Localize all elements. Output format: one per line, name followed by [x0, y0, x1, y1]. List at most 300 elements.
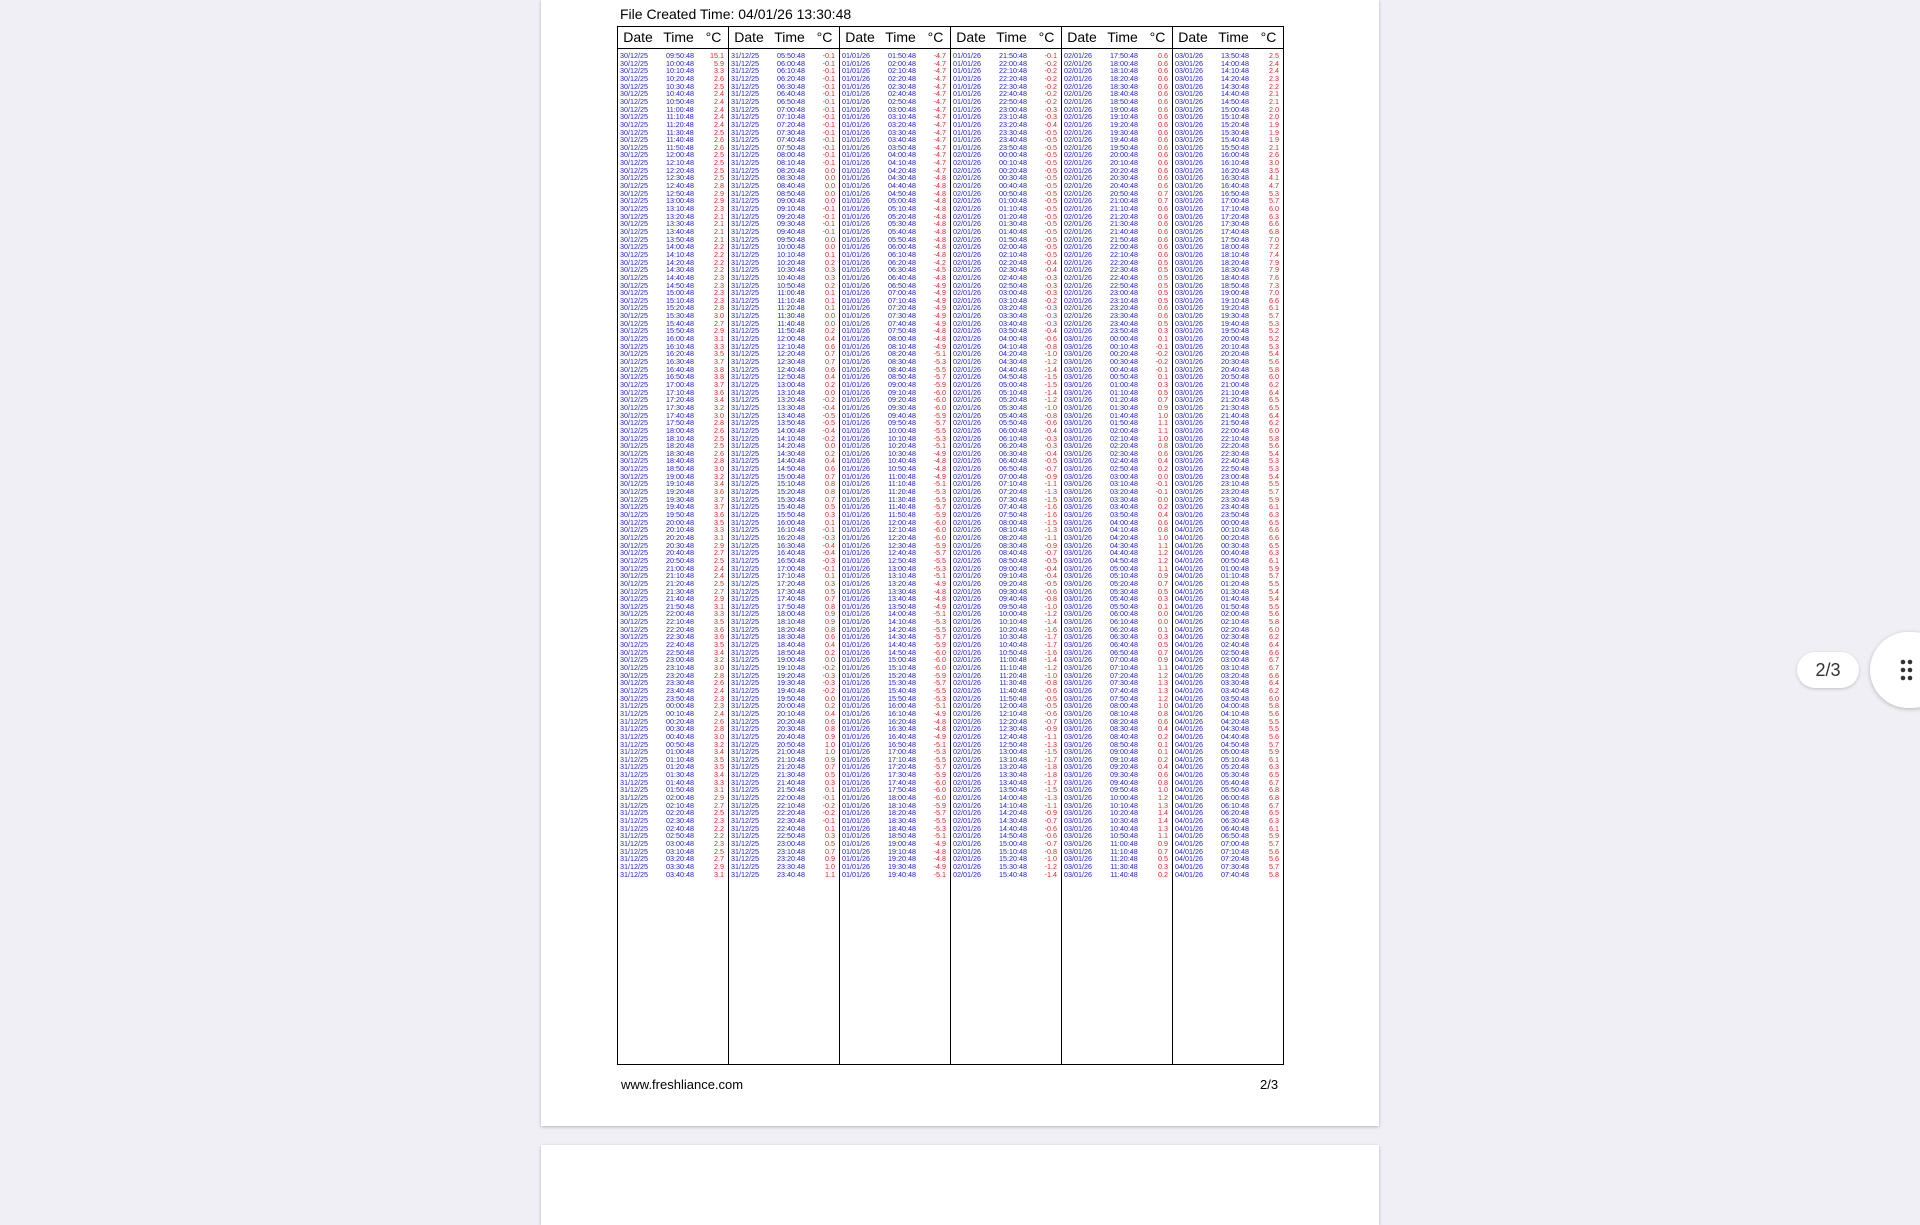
- table-row: 01/01/26 07:50:48 -4.8: [842, 326, 946, 336]
- table-row: 30/12/25 12:00:48 2.5: [620, 150, 724, 160]
- table-row: 31/12/25 11:40:48 0.0: [731, 318, 835, 328]
- table-row: 01/01/26 17:40:48 -6.0: [842, 777, 946, 787]
- table-row: 31/12/25 00:00:48 2.3: [620, 701, 724, 711]
- table-row: 31/12/25 06:30:48 -0.1: [731, 81, 835, 91]
- table-row: 03/01/26 18:10:48 7.4: [1175, 249, 1279, 259]
- table-row: 02/01/26 12:40:48 -1.1: [953, 731, 1057, 741]
- viewer-menu-button[interactable]: [1870, 632, 1920, 708]
- table-row: 03/01/26 17:50:48 7.0: [1175, 234, 1279, 244]
- table-row: 30/12/25 20:10:48 3.3: [620, 525, 724, 535]
- table-row: 01/01/26 11:10:48 -5.1: [842, 479, 946, 489]
- table-row: 03/01/26 02:40:48 0.4: [1064, 456, 1168, 466]
- table-row: 30/12/25 21:50:48 3.1: [620, 601, 724, 611]
- table-row: 02/01/26 07:00:48 -0.9: [953, 471, 1057, 481]
- table-row: 31/12/25 03:10:48 2.5: [620, 846, 724, 856]
- table-row: 03/01/26 05:20:48 0.7: [1064, 578, 1168, 588]
- table-row: 03/01/26 20:20:48 5.4: [1175, 349, 1279, 359]
- table-row: 01/01/26 02:00:48 -4.7: [842, 58, 946, 68]
- table-row: 01/01/26 08:00:48 -4.8: [842, 334, 946, 344]
- table-row: 02/01/26 15:30:48 -1.2: [953, 861, 1057, 871]
- table-row: 01/01/26 12:00:48 -6.0: [842, 517, 946, 527]
- table-row: 02/01/26 19:20:48 0.6: [1064, 119, 1168, 129]
- table-row: 01/01/26 15:10:48 -6.0: [842, 663, 946, 672]
- table-row: 30/12/25 19:10:48 3.4: [620, 479, 724, 489]
- table-row: 01/01/26 21:50:48 -0.1: [953, 51, 1057, 60]
- table-row: 03/01/26 01:20:48 0.7: [1064, 395, 1168, 405]
- table-row: 03/01/26 05:00:48 1.1: [1064, 563, 1168, 573]
- table-row: 03/01/26 23:30:48 5.9: [1175, 494, 1279, 504]
- table-row: 01/01/26 05:50:48 -4.8: [842, 234, 946, 244]
- table-row: 03/01/26 15:20:48 1.9: [1175, 119, 1279, 129]
- table-row: 31/12/25 23:20:48 0.9: [731, 854, 835, 864]
- table-row: 03/01/26 11:40:48 0.2: [1064, 869, 1168, 879]
- table-row: 02/01/26 21:20:48 0.6: [1064, 211, 1168, 221]
- table-row: 02/01/26 05:20:48 -1.2: [953, 395, 1057, 405]
- table-row: 30/12/25 17:00:48 3.7: [620, 379, 724, 389]
- table-row: 30/12/25 11:30:48 2.5: [620, 127, 724, 137]
- table-row: 31/12/25 09:40:48 -0.1: [731, 226, 835, 236]
- table-row: 02/01/26 19:40:48 0.6: [1064, 135, 1168, 145]
- table-row: 01/01/26 15:20:48 -5.9: [842, 670, 946, 680]
- table-row: 01/01/26 04:20:48 -4.7: [842, 165, 946, 175]
- table-row: 04/01/26 04:50:48 5.7: [1175, 739, 1279, 749]
- table-row: 03/01/26 19:40:48 5.3: [1175, 318, 1279, 328]
- table-row: 01/01/26 18:10:48 -5.9: [842, 800, 946, 810]
- table-row: 30/12/25 15:40:48 2.7: [620, 318, 724, 328]
- table-row: 03/01/26 15:00:48 2.0: [1175, 104, 1279, 114]
- table-row: 31/12/25 06:50:48 -0.1: [731, 96, 835, 106]
- table-row: 02/01/26 05:30:48 -1.0: [953, 402, 1057, 412]
- table-row: 01/01/26 04:30:48 -4.8: [842, 173, 946, 183]
- table-row: 02/01/26 07:50:48 -1.6: [953, 510, 1057, 519]
- table-row: 02/01/26 17:50:48 0.6: [1064, 51, 1168, 60]
- header-temp: °C: [1149, 29, 1166, 45]
- table-row: 03/01/26 17:40:48 6.8: [1175, 226, 1279, 236]
- table-row: 02/01/26 04:20:48 -1.0: [953, 349, 1057, 359]
- temperature-log-table: [617, 26, 1284, 1065]
- table-row: 31/12/25 01:20:48 3.5: [620, 762, 724, 772]
- column-header: [840, 27, 950, 49]
- table-row: 01/01/26 19:20:48 -4.8: [842, 854, 946, 864]
- table-row: 04/01/26 03:30:48 6.4: [1175, 678, 1279, 688]
- table-row: 04/01/26 01:20:48 5.5: [1175, 578, 1279, 588]
- table-row: 01/01/26 13:20:48 -4.9: [842, 578, 946, 588]
- table-row: 01/01/26 08:30:48 -5.3: [842, 357, 946, 366]
- table-row: 31/12/25 11:00:48 0.1: [731, 288, 835, 298]
- table-row: 02/01/26 07:20:48 -1.3: [953, 487, 1057, 497]
- table-row: 03/01/26 02:20:48 0.8: [1064, 441, 1168, 451]
- column-header: [1173, 27, 1283, 49]
- table-row: 03/01/26 22:00:48 6.0: [1175, 425, 1279, 435]
- table-row: 31/12/25 06:40:48 -0.1: [731, 89, 835, 99]
- table-row: 31/12/25 20:00:48 0.2: [731, 701, 835, 711]
- table-row: 31/12/25 15:00:48 0.7: [731, 471, 835, 481]
- table-row: 30/12/25 11:20:48 2.4: [620, 119, 724, 129]
- table-row: 03/01/26 14:00:48 2.4: [1175, 58, 1279, 68]
- table-row: 02/01/26 04:00:48 -0.6: [953, 334, 1057, 344]
- table-row: 04/01/26 04:00:48 5.8: [1175, 701, 1279, 711]
- table-row: 30/12/25 18:50:48 3.0: [620, 464, 724, 474]
- table-row: 01/01/26 10:40:48 -4.8: [842, 456, 946, 466]
- table-row: 02/01/26 23:50:48 0.3: [1064, 326, 1168, 336]
- table-row: 31/12/25 03:00:48 2.3: [620, 838, 724, 848]
- table-row: 03/01/26 08:10:48 0.8: [1064, 708, 1168, 718]
- table-row: 31/12/25 00:40:48 3.0: [620, 731, 724, 741]
- table-row: 01/01/26 16:50:48 -5.1: [842, 739, 946, 749]
- column-header: [618, 27, 728, 49]
- table-row: 02/01/26 19:00:48 0.6: [1064, 104, 1168, 114]
- table-row: 31/12/25 08:00:48 -0.1: [731, 150, 835, 160]
- table-row: 02/01/26 11:10:48 -1.2: [953, 663, 1057, 672]
- table-row: 02/01/26 05:00:48 -1.5: [953, 379, 1057, 389]
- table-row: 01/01/26 06:30:48 -4.5: [842, 265, 946, 275]
- table-row: 02/01/26 01:30:48 -0.5: [953, 219, 1057, 229]
- table-row: 04/01/26 07:00:48 5.7: [1175, 838, 1279, 848]
- table-row: 30/12/25 18:10:48 2.5: [620, 433, 724, 443]
- table-row: 02/01/26 14:50:48 -0.6: [953, 831, 1057, 841]
- table-row: 31/12/25 17:30:48 0.5: [731, 586, 835, 596]
- table-row: 02/01/26 00:50:48 -0.5: [953, 188, 1057, 198]
- table-row: 03/01/26 04:40:48 1.2: [1064, 548, 1168, 558]
- header-time: Time: [1218, 29, 1249, 45]
- table-row: 02/01/26 15:40:48 -1.4: [953, 869, 1057, 879]
- table-row: 03/01/26 21:00:48 6.2: [1175, 379, 1279, 389]
- table-row: 31/12/25 16:40:48 -0.4: [731, 548, 835, 558]
- table-row: 02/01/26 13:50:48 -1.5: [953, 785, 1057, 795]
- table-row: 31/12/25 19:20:48 -0.3: [731, 670, 835, 680]
- table-row: 31/12/25 19:50:48 0.0: [731, 693, 835, 703]
- table-row: 04/01/26 02:30:48 6.2: [1175, 632, 1279, 642]
- table-row: 03/01/26 08:40:48 0.2: [1064, 731, 1168, 741]
- table-row: 04/01/26 07:10:48 5.6: [1175, 846, 1279, 856]
- table-row: 30/12/25 20:40:48 2.7: [620, 548, 724, 558]
- table-row: 31/12/25 08:10:48 -0.1: [731, 158, 835, 168]
- table-row: 31/12/25 23:40:48 1.1: [731, 869, 835, 879]
- table-row: 31/12/25 16:00:48 0.1: [731, 517, 835, 527]
- table-row: 03/01/26 02:30:48 0.6: [1064, 448, 1168, 458]
- table-row: 31/12/25 18:20:48 0.8: [731, 624, 835, 634]
- table-row: 31/12/25 00:30:48 2.8: [620, 724, 724, 734]
- table-row: 31/12/25 00:50:48 3.2: [620, 739, 724, 749]
- table-row: 30/12/25 23:40:48 2.4: [620, 685, 724, 695]
- table-row: 03/01/26 09:10:48 0.2: [1064, 754, 1168, 764]
- table-row: 31/12/25 11:50:48 0.2: [731, 326, 835, 336]
- table-row: 30/12/25 13:00:48 2.9: [620, 196, 724, 206]
- table-row: 03/01/26 09:50:48 1.0: [1064, 785, 1168, 795]
- table-row: 02/01/26 09:50:48 -1.0: [953, 601, 1057, 611]
- table-row: 01/01/26 17:20:48 -5.7: [842, 762, 946, 772]
- table-row: 03/01/26 00:20:48 -0.2: [1064, 349, 1168, 359]
- table-row: 03/01/26 20:40:48 5.8: [1175, 364, 1279, 374]
- table-row: 03/01/26 17:00:48 5.7: [1175, 196, 1279, 206]
- table-row: 31/12/25 17:40:48 0.7: [731, 594, 835, 604]
- table-row: 03/01/26 08:20:48 0.6: [1064, 716, 1168, 726]
- table-row: 31/12/25 21:10:48 0.9: [731, 754, 835, 764]
- table-row: 31/12/25 00:20:48 2.6: [620, 716, 724, 726]
- table-row: 01/01/26 17:00:48 -5.3: [842, 747, 946, 757]
- table-row: 02/01/26 11:00:48 -1.4: [953, 655, 1057, 665]
- table-row: 01/01/26 19:30:48 -4.9: [842, 861, 946, 871]
- table-row: 01/01/26 12:40:48 -5.7: [842, 548, 946, 558]
- table-row: 31/12/25 22:20:48 -0.2: [731, 808, 835, 818]
- table-row: 02/01/26 15:10:48 -0.8: [953, 846, 1057, 856]
- table-row: 31/12/25 14:30:48 0.2: [731, 448, 835, 458]
- table-row: 03/01/26 23:40:48 6.1: [1175, 502, 1279, 512]
- table-row: 03/01/26 21:50:48 6.2: [1175, 418, 1279, 428]
- table-row: 02/01/26 10:50:48 -1.6: [953, 647, 1057, 657]
- table-row: 02/01/26 04:40:48 -1.4: [953, 364, 1057, 374]
- table-row: 02/01/26 18:10:48 0.6: [1064, 66, 1168, 76]
- table-row: 01/01/26 12:50:48 -5.5: [842, 555, 946, 565]
- table-row: 01/01/26 07:40:48 -4.9: [842, 318, 946, 328]
- table-row: 03/01/26 18:50:48 7.3: [1175, 280, 1279, 290]
- table-row: 03/01/26 03:30:48 0.0: [1064, 494, 1168, 504]
- table-row: 03/01/26 14:10:48 2.4: [1175, 66, 1279, 76]
- table-row: 01/01/26 13:30:48 -4.8: [842, 586, 946, 596]
- table-row: 01/01/26 18:30:48 -5.5: [842, 816, 946, 825]
- header-date: Date: [623, 29, 653, 45]
- table-row: 01/01/26 08:50:48 -5.7: [842, 372, 946, 382]
- table-row: 31/12/25 14:00:48 -0.4: [731, 425, 835, 435]
- table-row: 03/01/26 04:10:48 0.8: [1064, 525, 1168, 535]
- table-row: 01/01/26 22:10:48 -0.2: [953, 66, 1057, 76]
- table-row: 03/01/26 16:10:48 3.0: [1175, 158, 1279, 168]
- table-row: 30/12/25 12:20:48 2.5: [620, 165, 724, 175]
- column-rows: [951, 49, 1061, 1064]
- table-row: 04/01/26 03:40:48 6.2: [1175, 685, 1279, 695]
- table-row: 01/01/26 15:40:48 -5.5: [842, 685, 946, 695]
- table-row: 02/01/26 07:30:48 -1.5: [953, 494, 1057, 504]
- table-row: 02/01/26 06:30:48 -0.4: [953, 448, 1057, 458]
- table-row: 02/01/26 01:10:48 -0.5: [953, 204, 1057, 213]
- table-row: 04/01/26 04:10:48 5.6: [1175, 708, 1279, 718]
- table-row: 04/01/26 02:20:48 6.0: [1175, 624, 1279, 634]
- table-row: 31/12/25 08:50:48 0.0: [731, 188, 835, 198]
- table-row: 03/01/26 16:00:48 2.6: [1175, 150, 1279, 160]
- table-column-3: [840, 27, 951, 1064]
- table-row: 01/01/26 03:20:48 -4.7: [842, 119, 946, 129]
- table-row: 31/12/25 08:30:48 0.0: [731, 173, 835, 183]
- table-row: 30/12/25 21:40:48 2.9: [620, 594, 724, 604]
- next-page-preview: [541, 1145, 1379, 1225]
- table-row: 03/01/26 05:30:48 0.5: [1064, 586, 1168, 596]
- table-row: 03/01/26 11:20:48 0.5: [1064, 854, 1168, 864]
- table-row: 01/01/26 10:30:48 -4.9: [842, 448, 946, 458]
- table-row: 02/01/26 10:40:48 -1.7: [953, 640, 1057, 650]
- table-row: 03/01/26 17:30:48 6.6: [1175, 219, 1279, 229]
- table-row: 04/01/26 04:20:48 5.5: [1175, 716, 1279, 726]
- table-row: 03/01/26 07:10:48 1.1: [1064, 663, 1168, 672]
- table-row: 30/12/25 11:10:48 2.4: [620, 112, 724, 122]
- table-row: 02/01/26 22:30:48 0.5: [1064, 265, 1168, 275]
- table-row: 01/01/26 07:30:48 -4.9: [842, 311, 946, 321]
- table-row: 02/01/26 02:30:48 -0.4: [953, 265, 1057, 275]
- table-row: 03/01/26 01:00:48 0.3: [1064, 379, 1168, 389]
- table-row: 31/12/25 17:20:48 0.3: [731, 578, 835, 588]
- table-row: 31/12/25 19:30:48 -0.3: [731, 678, 835, 688]
- table-row: 01/01/26 06:40:48 -4.8: [842, 272, 946, 282]
- table-row: 31/12/25 11:10:48 0.1: [731, 295, 835, 305]
- table-row: 31/12/25 07:30:48 -0.1: [731, 127, 835, 137]
- table-row: 31/12/25 15:30:48 0.7: [731, 494, 835, 504]
- table-row: 30/12/25 21:20:48 2.5: [620, 578, 724, 588]
- table-row: 01/01/26 18:50:48 -5.1: [842, 831, 946, 841]
- table-row: 03/01/26 10:40:48 1.3: [1064, 823, 1168, 833]
- table-row: 30/12/25 12:30:48 2.5: [620, 173, 724, 183]
- table-row: 03/01/26 03:00:48 0.0: [1064, 471, 1168, 481]
- table-row: 02/01/26 01:50:48 -0.5: [953, 234, 1057, 244]
- table-row: 04/01/26 02:10:48 5.8: [1175, 617, 1279, 627]
- table-row: 03/01/26 17:20:48 6.3: [1175, 211, 1279, 221]
- table-row: 03/01/26 16:30:48 4.1: [1175, 173, 1279, 183]
- table-row: 01/01/26 07:10:48 -4.9: [842, 295, 946, 305]
- table-row: 02/01/26 13:10:48 -1.7: [953, 754, 1057, 764]
- table-row: 31/12/25 13:40:48 -0.5: [731, 410, 835, 420]
- header-time: Time: [885, 29, 916, 45]
- table-row: 03/01/26 09:00:48 0.1: [1064, 747, 1168, 757]
- header-temp: °C: [1260, 29, 1277, 45]
- table-row: 01/01/26 14:50:48 -6.0: [842, 647, 946, 657]
- table-row: 31/12/25 10:20:48 0.2: [731, 257, 835, 267]
- table-row: 04/01/26 04:30:48 5.5: [1175, 724, 1279, 734]
- table-row: 02/01/26 06:50:48 -0.7: [953, 464, 1057, 474]
- table-row: 02/01/26 12:10:48 -0.6: [953, 708, 1057, 718]
- table-row: 30/12/25 15:10:48 2.3: [620, 295, 724, 305]
- table-row: 04/01/26 02:00:48 5.6: [1175, 609, 1279, 619]
- table-row: 02/01/26 08:10:48 -1.3: [953, 525, 1057, 535]
- table-row: 30/12/25 16:30:48 3.7: [620, 357, 724, 366]
- table-row: 31/12/25 19:00:48 0.0: [731, 655, 835, 665]
- table-row: 03/01/26 04:20:48 1.0: [1064, 532, 1168, 542]
- table-row: 31/12/25 14:10:48 -0.2: [731, 433, 835, 443]
- table-row: 03/01/26 06:50:48 0.7: [1064, 647, 1168, 657]
- table-row: 30/12/25 14:10:48 2.2: [620, 249, 724, 259]
- table-row: 03/01/26 15:30:48 1.9: [1175, 127, 1279, 137]
- table-row: 03/01/26 15:40:48 1.9: [1175, 135, 1279, 145]
- table-row: 02/01/26 11:20:48 -1.0: [953, 670, 1057, 680]
- header-temp: °C: [705, 29, 722, 45]
- table-column-6: [1173, 27, 1283, 1064]
- header-date: Date: [734, 29, 764, 45]
- table-row: 03/01/26 11:30:48 0.3: [1064, 861, 1168, 871]
- table-row: 31/12/25 23:00:48 0.5: [731, 838, 835, 848]
- table-row: 02/01/26 22:10:48 0.6: [1064, 249, 1168, 259]
- table-row: 02/01/26 01:20:48 -0.5: [953, 211, 1057, 221]
- table-row: 30/12/25 16:50:48 3.8: [620, 372, 724, 382]
- header-temp: °C: [816, 29, 833, 45]
- table-row: 31/12/25 20:50:48 1.0: [731, 739, 835, 749]
- table-row: 31/12/25 15:40:48 0.5: [731, 502, 835, 512]
- table-row: 01/01/26 15:00:48 -6.0: [842, 655, 946, 665]
- table-row: 30/12/25 23:30:48 2.6: [620, 678, 724, 688]
- table-row: 02/01/26 20:00:48 0.6: [1064, 150, 1168, 160]
- table-row: 30/12/25 14:50:48 2.3: [620, 280, 724, 290]
- table-row: 03/01/26 03:20:48 -0.1: [1064, 487, 1168, 497]
- table-row: 31/12/25 16:10:48 -0.1: [731, 525, 835, 535]
- table-row: 03/01/26 08:00:48 1.0: [1064, 701, 1168, 711]
- table-row: 31/12/25 17:10:48 0.1: [731, 571, 835, 581]
- table-row: 30/12/25 22:40:48 3.5: [620, 640, 724, 650]
- table-row: 03/01/26 19:20:48 6.1: [1175, 303, 1279, 313]
- table-row: 30/12/25 19:20:48 3.6: [620, 487, 724, 497]
- table-row: 03/01/26 19:00:48 7.0: [1175, 288, 1279, 298]
- table-row: 02/01/26 18:00:48 0.6: [1064, 58, 1168, 68]
- table-row: 04/01/26 01:30:48 5.4: [1175, 586, 1279, 596]
- table-row: 31/12/25 09:30:48 -0.1: [731, 219, 835, 229]
- table-row: 01/01/26 09:10:48 -6.0: [842, 387, 946, 397]
- footer-website: www.freshliance.com: [621, 1077, 744, 1092]
- table-row: 01/01/26 04:40:48 -4.8: [842, 181, 946, 191]
- table-row: 01/01/26 17:50:48 -6.0: [842, 785, 946, 795]
- table-row: 03/01/26 06:30:48 0.3: [1064, 632, 1168, 642]
- table-row: 31/12/25 21:20:48 0.7: [731, 762, 835, 772]
- table-row: 01/01/26 16:40:48 -4.9: [842, 731, 946, 741]
- table-row: 02/01/26 13:20:48 -1.8: [953, 762, 1057, 772]
- table-row: 30/12/25 18:40:48 2.8: [620, 456, 724, 466]
- table-row: 02/01/26 12:20:48 -0.7: [953, 716, 1057, 726]
- table-row: 03/01/26 05:50:48 0.1: [1064, 601, 1168, 611]
- table-row: 30/12/25 16:00:48 3.1: [620, 334, 724, 344]
- table-row: 31/12/25 06:00:48 -0.1: [731, 58, 835, 68]
- table-row: 31/12/25 22:10:48 -0.2: [731, 800, 835, 810]
- table-row: 02/01/26 02:50:48 -0.3: [953, 280, 1057, 290]
- table-row: 02/01/26 07:10:48 -1.1: [953, 479, 1057, 489]
- table-row: 03/01/26 22:40:48 5.3: [1175, 456, 1279, 466]
- table-row: 03/01/26 07:50:48 1.2: [1064, 693, 1168, 703]
- table-row: 01/01/26 05:40:48 -4.8: [842, 226, 946, 236]
- table-row: 30/12/25 17:50:48 2.8: [620, 418, 724, 428]
- table-row: 02/01/26 06:00:48 -0.4: [953, 425, 1057, 435]
- table-row: 02/01/26 03:10:48 -0.2: [953, 295, 1057, 305]
- table-row: 03/01/26 15:50:48 2.1: [1175, 142, 1279, 152]
- table-row: 04/01/26 00:10:48 6.6: [1175, 525, 1279, 535]
- table-row: 01/01/26 22:50:48 -0.2: [953, 96, 1057, 106]
- table-row: 31/12/25 07:00:48 -0.1: [731, 104, 835, 114]
- table-row: 04/01/26 05:50:48 6.8: [1175, 785, 1279, 795]
- table-row: 02/01/26 03:00:48 -0.3: [953, 288, 1057, 298]
- table-row: 30/12/25 09:50:48 15.1: [620, 51, 724, 60]
- table-row: 02/01/26 19:30:48 0.6: [1064, 127, 1168, 137]
- table-row: 01/01/26 09:20:48 -6.0: [842, 395, 946, 405]
- table-row: 02/01/26 04:30:48 -1.2: [953, 357, 1057, 366]
- table-row: 30/12/25 20:30:48 2.9: [620, 540, 724, 550]
- table-row: 02/01/26 22:20:48 0.5: [1064, 257, 1168, 267]
- table-row: 03/01/26 00:10:48 -0.1: [1064, 341, 1168, 351]
- table-row: 01/01/26 03:40:48 -4.7: [842, 135, 946, 145]
- table-row: 30/12/25 19:50:48 3.6: [620, 510, 724, 519]
- table-row: 01/01/26 11:30:48 -5.5: [842, 494, 946, 504]
- header-date: Date: [845, 29, 875, 45]
- table-column-4: [951, 27, 1062, 1064]
- table-row: 04/01/26 03:00:48 6.7: [1175, 655, 1279, 665]
- table-column-2: [729, 27, 840, 1064]
- table-row: 01/01/26 14:10:48 -5.3: [842, 617, 946, 627]
- table-row: 04/01/26 05:00:48 5.9: [1175, 747, 1279, 757]
- table-row: 02/01/26 06:10:48 -0.3: [953, 433, 1057, 443]
- table-row: 31/12/25 12:10:48 0.6: [731, 341, 835, 351]
- table-row: 02/01/26 20:30:48 0.6: [1064, 173, 1168, 183]
- table-row: 31/12/25 15:20:48 0.8: [731, 487, 835, 497]
- table-row: 30/12/25 17:20:48 3.4: [620, 395, 724, 405]
- table-row: 03/01/26 07:20:48 1.2: [1064, 670, 1168, 680]
- table-row: 01/01/26 10:20:48 -5.1: [842, 441, 946, 451]
- table-row: 03/01/26 23:20:48 5.7: [1175, 487, 1279, 497]
- table-row: 31/12/25 17:50:48 0.8: [731, 601, 835, 611]
- table-row: 01/01/26 09:40:48 -5.9: [842, 410, 946, 420]
- table-row: 31/12/25 02:00:48 2.9: [620, 793, 724, 803]
- table-row: 04/01/26 06:30:48 6.3: [1175, 816, 1279, 825]
- table-row: 01/01/26 03:00:48 -4.7: [842, 104, 946, 114]
